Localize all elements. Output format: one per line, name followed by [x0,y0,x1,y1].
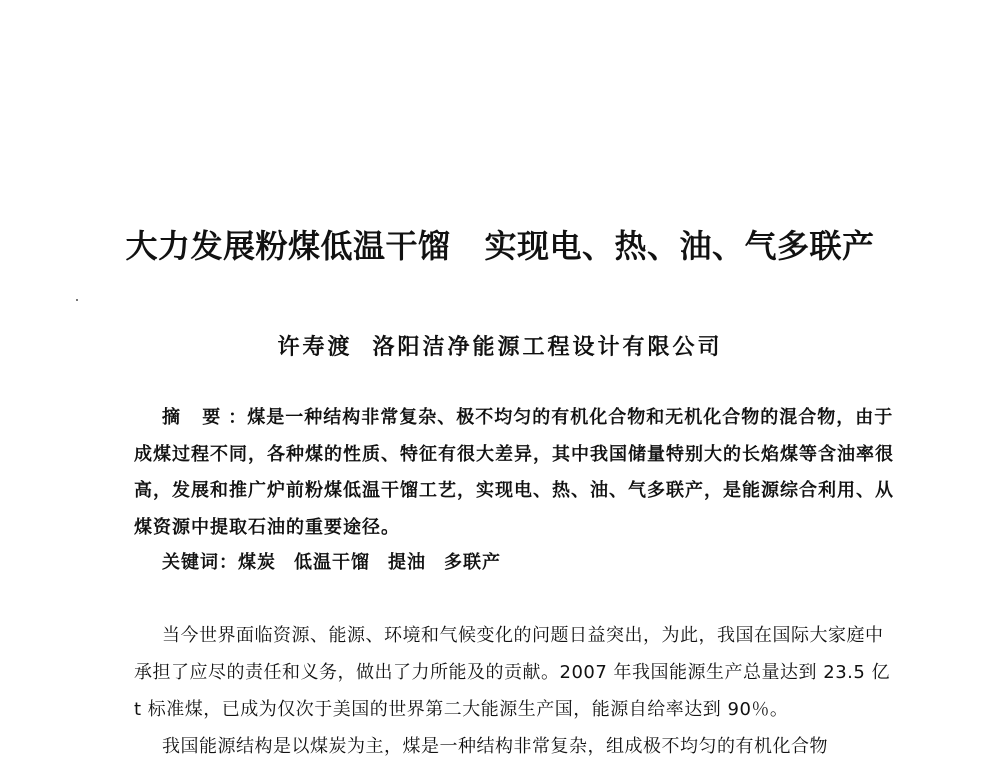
scan-speck [76,299,78,301]
abstract [134,400,894,546]
title-part-2: 实现电、热、油、气多联产 [484,227,875,265]
abstract-text: 煤是一种结构非常复杂、极不均匀的有机化合物和无机化合物的混合物，由于成煤过程不同，各种煤的性质、特征有很大差异，其中我国储量特别大的长焰煤等含油率很高，发展和推广炉前粉煤低温干馏工艺，实现电、热、油、气多联产，是能源综合利用、从煤资源中提取石油的重要途径。 [134,407,894,538]
body-paragraph: 我国能源结构是以煤炭为主，煤是一种结构非常复杂，组成极不均匀的有机化合物 [162,736,828,757]
author-affiliation: 洛阳洁净能源工程设计有限公司 [372,334,723,360]
abstract-separator: ： [228,407,248,428]
keyword: 煤炭 [238,552,276,573]
body-text [134,617,894,765]
keyword: 提油 [388,552,426,573]
keyword: 低温干馏 [294,552,370,573]
body-paragraph: 当今世界面临资源、能源、环境和气候变化的问题日益突出，为此，我国在国际大家庭中承担了应尽的责任和义务，做出了力所能及的贡献。2007 年我国能源生产总量达到 23.5 亿 t 标准煤，已成为仅次于美国的世界第二大能源生产国，能源自给率达到 90％。 [134,625,891,720]
document-title [0,221,1000,267]
abstract-label: 摘 要 [162,407,229,428]
title-part-1: 大力发展粉煤低温干馏 [125,227,451,265]
abstract-paragraph [134,400,894,546]
author-line [0,330,1000,361]
keywords-separator: ： [219,552,238,573]
keywords-label: 关键词 [162,552,219,573]
author-name: 许寿渡 [277,334,353,360]
keywords-line [162,548,519,574]
keyword: 多联产 [444,552,501,573]
